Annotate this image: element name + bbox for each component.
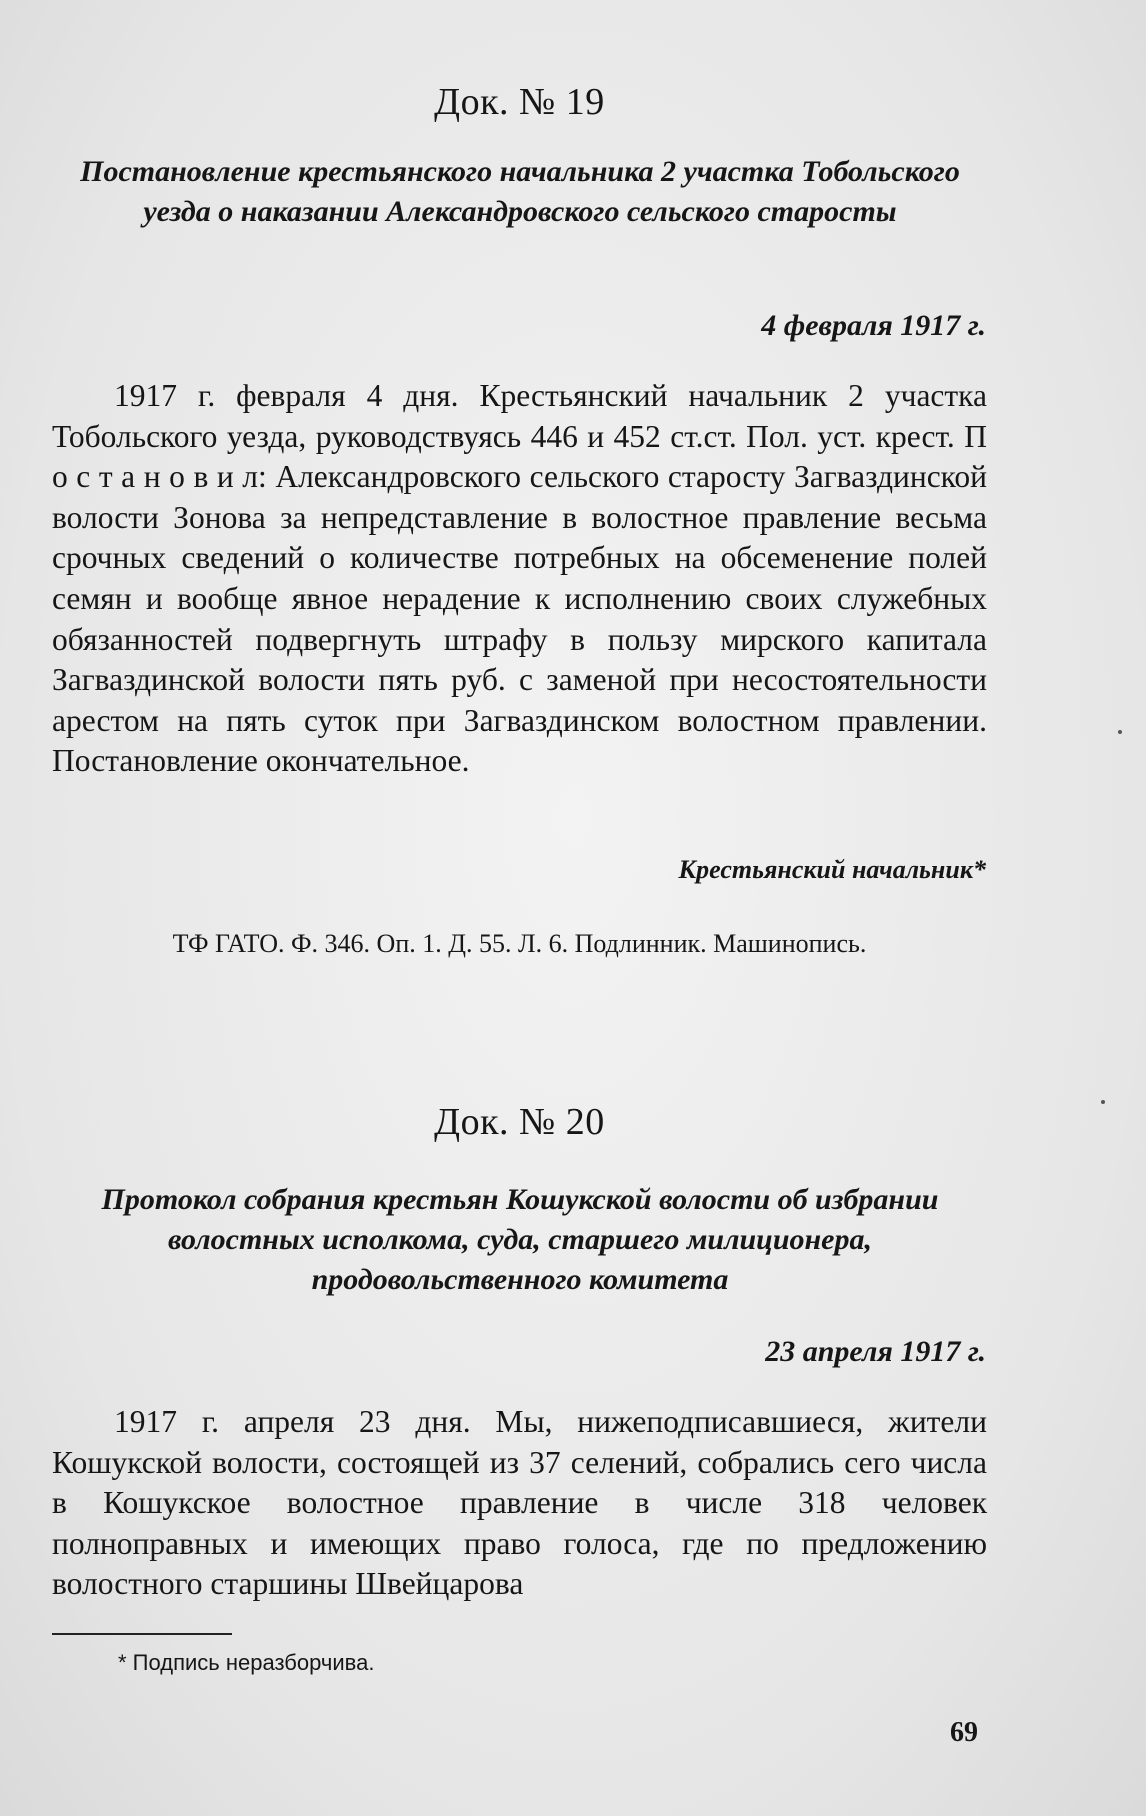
doc19-date: 4 февраля 1917 г. [761,309,986,342]
footnote-divider [52,1633,232,1635]
doc20-heading: Протокол собрания крестьян Кошукской волости об избрании волостных исполкома, суда, старшего милиционера, продовольственного комитета [101,1183,939,1296]
scan-speck [1101,1100,1105,1104]
doc19-heading: Постановление крестьянского начальника 2 участка Тобольского уезда о наказании Александровского сельского старосты [80,155,960,228]
doc20-body-paragraph: 1917 г. апреля 23 дня. Мы, нижеподписавшиеся, жители Кошукской волости, состоящей из 37 селений, собрались сего числа в Кошукское волостное правление в числе 318 человек полноправных и имеющих право голоса, где по предложению волостного старшины Швейцарова [52,1404,987,1602]
doc19-archive-source: ТФ ГАТО. Ф. 346. Оп. 1. Д. 55. Л. 6. Подлинник. Машинопись. [172,929,867,958]
doc19-signature: Крестьянский начальник* [678,855,986,884]
doc20-body [52,1402,987,1605]
footnote: * Подпись неразборчива. [118,1650,375,1675]
scan-speck [1118,730,1122,734]
page-number: 69 [950,1717,978,1748]
doc19-title: Док. № 19 [434,81,605,123]
doc19-body-paragraph: 1917 г. февраля 4 дня. Крестьянский начальник 2 участка Тобольского уезда, руководствуясь 446 и 452 ст.ст. Пол. уст. крест. П о с т а н о в и л: Александровского сельского старосту Загваздинской волости Зонова за непредставление в волостное правление весьма срочных сведений о количестве потребных на обсеменение полей семян и вообще явное нерадение к исполнению своих служебных обязанностей подвергнуть штрафу в пользу мирского капитала Загваздинской волости пять руб. с заменой при несостоятельности арестом на пять суток при Загваздинском волостном правлении. Постановление окончательное. [52,378,987,779]
doc19-body [52,376,987,782]
doc20-date: 23 апреля 1917 г. [765,1335,986,1368]
doc20-title: Док. № 20 [434,1101,605,1143]
